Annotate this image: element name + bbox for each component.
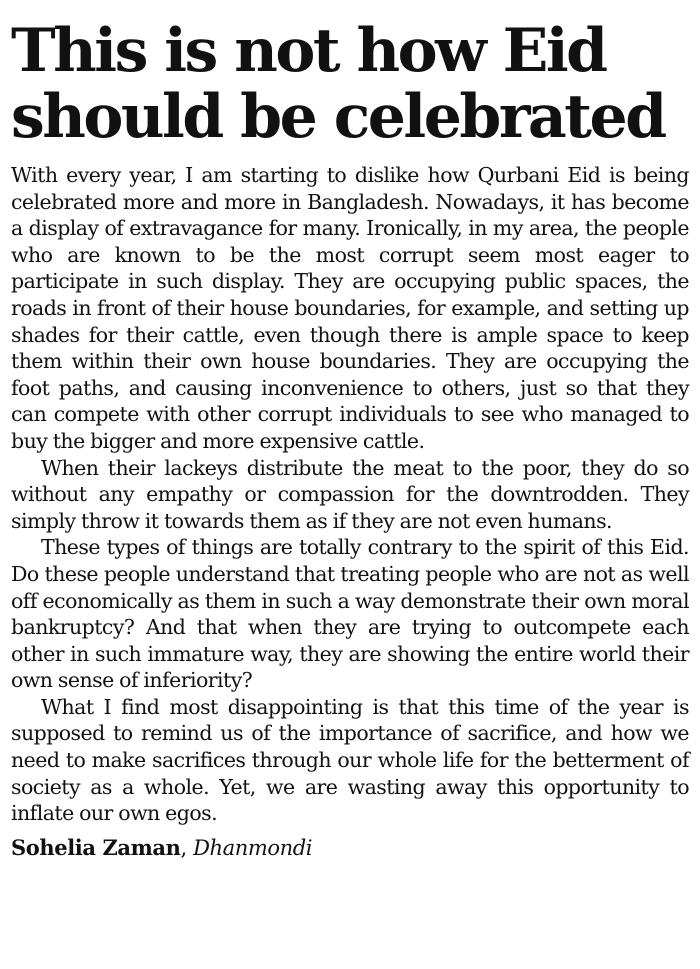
byline-separator: , — [180, 835, 194, 860]
paragraph-2: When their lackeys distribute the meat to the poor, they do so without any empathy or compassion for the downtrodden. They simply throw it towards them as if they are not even humans. — [11, 455, 689, 533]
letter-article — [11, 18, 689, 861]
paragraph-4: What I find most disappointing is that this time of the year is supposed to remind us of the importance of sacrifice, and how we need to make sacrifices through our whole life for the betterment of society as a whole. Yet, we are wasting away this opportunity to inflate our own egos. — [11, 694, 689, 826]
headline: This is not how Eid should be celebrated — [11, 16, 665, 152]
paragraph-1: With every year, I am starting to dislike how Qurbani Eid is being celebrated more and more in Bangladesh. Nowadays, it has become a display of extravagance for many. Ironically, in my area, the people who are known to be the most corrupt seem most eager to participate in such display. They are occupying public spaces, the roads in front of their house boundaries, for example, and setting up shades for their cattle, even though there is ample space to keep them within their own house boundaries. They are occupying the foot paths, and causing inconvenience to others, just so that they can compete with other corrupt individuals to see who managed to buy the bigger and more expensive cattle. — [11, 163, 689, 453]
author-location: Dhanmondi — [193, 835, 313, 860]
article-body — [11, 162, 689, 827]
byline — [11, 835, 689, 861]
author-name: Sohelia Zaman — [11, 834, 181, 860]
paragraph-3: These types of things are totally contrary to the spirit of this Eid. Do these people understand that treating people who are not as well off economically as them in such a way demonstrate their own moral bankruptcy? And that when they are trying to outcompete each other in such immature way, they are showing the entire world their own sense of inferiority? — [11, 535, 689, 693]
